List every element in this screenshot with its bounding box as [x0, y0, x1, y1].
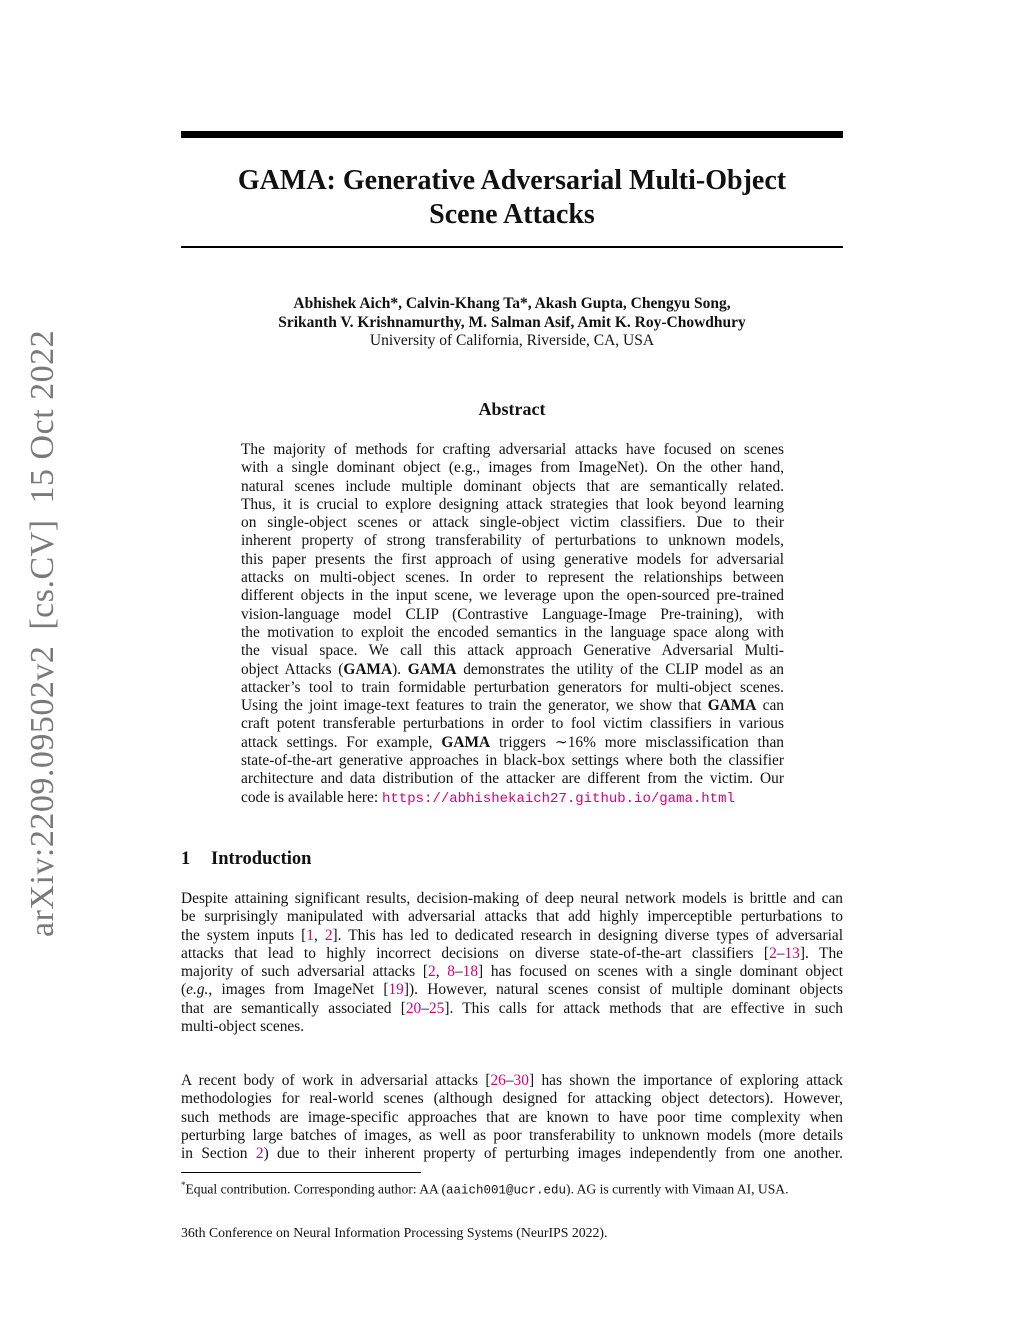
abstract-line	[241, 661, 784, 679]
text-line: multi-object scenes.	[181, 1018, 305, 1036]
text-run: –	[421, 999, 429, 1017]
abstract-line: attacks on multi-object scenes. In order to represent the relationships between	[241, 569, 784, 587]
affiliation: University of California, Riverside, CA, USA	[369, 332, 655, 349]
citation-link[interactable]: 2	[428, 963, 436, 981]
intro-paragraph-1	[181, 890, 843, 1036]
text-run: the system inputs [	[181, 926, 307, 944]
abstract-line: craft potent transferable perturbations in order to fool victim classifiers in various	[241, 715, 784, 733]
code-link[interactable]: https://abhishekaich27.github.io/gama.html	[382, 790, 735, 807]
text-run: ).	[392, 660, 408, 678]
title-top-rule	[181, 131, 843, 138]
footnote	[181, 1177, 843, 1199]
abstract-line: the motivation to exploit the encoded semantics in the language space along with	[241, 623, 784, 641]
citation-link[interactable]: 2	[324, 926, 333, 944]
section-heading-introduction	[181, 849, 311, 870]
citation-link[interactable]: 19	[388, 981, 404, 999]
gama-bold: GAMA	[407, 660, 457, 678]
text-run: –	[505, 1072, 514, 1089]
text-run: that are semantically associated [	[181, 999, 406, 1017]
text-line: such methods are image-specific approaches that are known to have poor time complexity when	[181, 1108, 843, 1126]
title-line-1: GAMA: Generative Adversarial Multi-Object	[237, 165, 787, 196]
text-run: ]. This has led to dedicated research in designing diverse types of adversarial	[332, 926, 843, 944]
abstract-line: this paper presents the first approach of using generative models for adversarial	[241, 550, 784, 568]
section-title: Introduction	[211, 849, 312, 869]
text-run: attacks that lead to highly incorrect decisions on diverse state-of-the-art classifiers [	[181, 944, 770, 962]
text-run: ,	[313, 926, 325, 944]
text-run-italic: e.g.	[186, 981, 209, 999]
intro-paragraph-2	[181, 1072, 843, 1163]
abstract-line: Thus, it is crucial to explore designing attack strategies that look beyond learning	[241, 495, 784, 513]
text-run: ] has focused on scenes with a single dominant object	[478, 963, 844, 981]
text-line	[181, 1145, 843, 1163]
citation-link[interactable]: 18	[462, 963, 479, 981]
abstract-line	[241, 789, 784, 808]
text-line: Despite attaining significant results, decision-making of deep neural network models is brittle and can	[181, 890, 843, 907]
text-run: in Section	[181, 1145, 256, 1163]
text-run: (	[181, 981, 187, 999]
abstract-line: attacker’s tool to train formidable perturbation generators for multi-object scenes.	[241, 678, 784, 696]
abstract-line	[241, 697, 784, 715]
citation-link[interactable]: 20	[405, 999, 422, 1017]
text-run: , images from ImageNet [	[208, 981, 389, 999]
text-run: majority of such adversarial attacks [	[181, 963, 428, 981]
citation-link[interactable]: 30	[513, 1072, 529, 1089]
text-run: ,	[435, 963, 448, 981]
section-link[interactable]: 2	[255, 1145, 264, 1163]
citation-link[interactable]: 26	[490, 1072, 506, 1089]
text-line: be surprisingly manipulated with adversarial attacks that add highly imperceptible perturbations to	[181, 908, 843, 926]
abstract-line: state-of-the-art generative approaches in black-box settings where both the classifier	[241, 752, 784, 770]
citation-link[interactable]: 13	[784, 944, 800, 962]
text-run: ] has shown the importance of exploring attack	[528, 1072, 843, 1089]
abstract-line	[241, 734, 784, 752]
abstract-line: on single-object scenes or attack single-object victim classifiers. Due to their	[241, 514, 784, 532]
footnote-mark: *	[181, 1180, 186, 1190]
arxiv-id: arXiv:2209.09502v2	[24, 645, 61, 937]
venue-note: 36th Conference on Neural Information Processing Systems (NeurIPS 2022).	[181, 1225, 608, 1240]
arxiv-category: [cs.CV]	[24, 519, 61, 630]
abstract-line: inherent property of strong transferability of perturbations to unknown models,	[241, 532, 784, 550]
text-line: methodologies for real-world scenes (although designed for attacking object detectors). However,	[181, 1090, 843, 1108]
abstract-line: different objects in the input scene, we leverage upon the open-sourced pre-trained	[241, 587, 784, 605]
gama-bold: GAMA	[343, 660, 393, 678]
text-run: ]. This calls for attack methods that are effective in such	[444, 999, 843, 1017]
text-run: code is available here:	[241, 788, 383, 806]
abstract-line: The majority of methods for crafting adversarial attacks have focused on scenes	[241, 441, 784, 458]
arxiv-stamp	[24, 329, 64, 945]
gama-bold: GAMA	[707, 697, 757, 715]
text-run: ]. The	[799, 944, 843, 962]
title-line-2: Scene Attacks	[429, 199, 595, 230]
text-line	[181, 945, 843, 963]
text-run: –	[776, 944, 785, 962]
abstract-line: with a single dominant object (e.g., images from ImageNet). On the other hand,	[241, 459, 784, 477]
text-run: ) due to their inherent property of perturbing images independently from one another.	[263, 1145, 843, 1163]
abstract-line: the visual space. We call this attack approach Generative Adversarial Multi-	[241, 642, 784, 660]
section-number: 1	[181, 849, 191, 869]
text-line	[181, 1000, 843, 1018]
text-run: –	[454, 963, 463, 981]
text-run: can	[756, 697, 784, 715]
text-line	[181, 963, 843, 981]
citation-link[interactable]: 2	[769, 944, 777, 962]
text-line	[181, 1072, 843, 1090]
abstract-line: architecture and data distribution of the attacker are different from the victim. Our	[241, 770, 784, 788]
abstract-line: vision-language model CLIP (Contrastive Language-Image Pre-training), with	[241, 605, 784, 623]
paper-title	[181, 164, 843, 232]
text-run: ). AG is currently with Vimaan AI, USA.	[566, 1181, 789, 1197]
gama-bold: GAMA	[441, 733, 491, 751]
text-line	[181, 927, 843, 945]
text-line	[181, 981, 843, 999]
text-run: A recent body of work in adversarial attacks [	[181, 1072, 491, 1089]
text-run: Using the joint image-text features to train the generator, we show that	[241, 697, 708, 715]
title-bottom-rule	[181, 246, 843, 248]
text-line: perturbing large batches of images, as well as poor transferability to unknown models (more details	[181, 1126, 843, 1144]
abstract-body	[241, 441, 784, 808]
citation-link[interactable]: 25	[428, 999, 445, 1017]
text-run: object Attacks (	[241, 660, 344, 678]
citation-link[interactable]: 1	[306, 926, 314, 944]
author-block	[181, 295, 843, 351]
author-email[interactable]: aaich001@ucr.edu	[446, 1183, 567, 1198]
text-run: attack settings. For example,	[241, 733, 442, 751]
authors-line-2: Srikanth V. Krishnamurthy, M. Salman Asif, Amit K. Roy-Chowdhury	[278, 313, 746, 331]
text-run: Equal contribution. Corresponding author: AA (	[185, 1181, 447, 1197]
citation-link[interactable]: 8	[447, 963, 455, 981]
footnote-rule	[181, 1172, 421, 1173]
abstract-heading: Abstract	[478, 399, 546, 419]
text-run: triggers ∼16% more misclassification than	[490, 733, 784, 751]
arxiv-date: 15 Oct 2022	[24, 329, 61, 504]
text-run: demonstrates the utility of the CLIP model as an	[456, 660, 784, 678]
text-run: ]). However, natural scenes consist of multiple dominant objects	[403, 981, 843, 999]
abstract-line: natural scenes include multiple dominant objects that are semantically related.	[241, 477, 784, 495]
authors-line-1: Abhishek Aich*, Calvin-Khang Ta*, Akash Gupta, Chengyu Song,	[293, 295, 731, 312]
